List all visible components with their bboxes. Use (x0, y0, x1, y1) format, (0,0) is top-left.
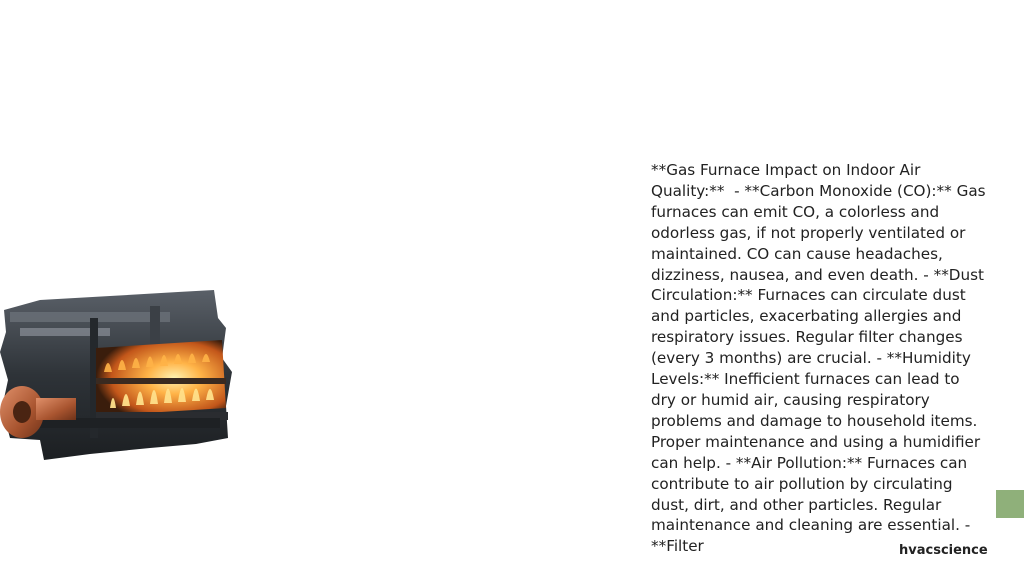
brand-name: hvacscience (899, 543, 988, 558)
accent-square (996, 490, 1024, 518)
gas-furnace-burner-photo (0, 288, 232, 460)
article-text: **Gas Furnace Impact on Indoor Air Quality:** - **Carbon Monoxide (CO):** Gas furnaces can emit CO, a colorless and odorless gas, if not properly ventilated or maintained. CO can cause headaches, dizziness, nausea, and even death. - **Dust Circulation:** Furnaces can circulate dust and particles, exacerbating allergies and respiratory issues. Regular filter changes (every 3 months) are crucial. - **Humidity Levels:** Inefficient furnaces can lead to dry or humid air, causing respiratory problems and damage to household items. Proper maintenance and using a humidifier can help. - **Air Pollution:** Furnaces can contribute to air pollution by circulating dust, dirt, and other particles. Regular maintenance and cleaning are essential. - **Filter (651, 161, 991, 556)
